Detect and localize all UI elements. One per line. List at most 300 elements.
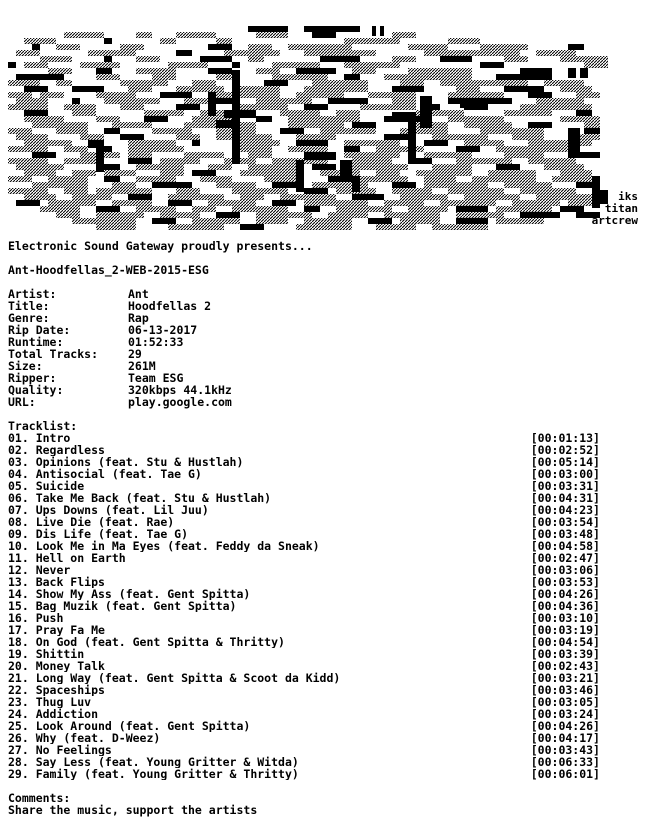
logo-block	[360, 104, 416, 110]
logo-block	[528, 158, 576, 164]
logo-block	[384, 134, 408, 140]
logo-block	[80, 62, 120, 68]
logo-block	[408, 206, 448, 212]
logo-block	[296, 140, 328, 146]
info-row	[8, 336, 640, 348]
track-title: 09. Dis Life (feat. Tae G)	[8, 528, 189, 540]
logo-block	[376, 146, 424, 152]
release-info	[8, 288, 640, 408]
track-row	[8, 468, 600, 480]
logo-block	[80, 134, 104, 140]
info-row	[8, 384, 640, 396]
track-title: 17. Pray Fa Me	[8, 624, 105, 636]
logo-block	[368, 218, 392, 224]
logo-block	[24, 62, 48, 68]
info-label: URL:	[8, 395, 36, 409]
track-duration: [00:03:48]	[530, 527, 600, 541]
track-row	[8, 516, 600, 528]
logo-block	[380, 26, 384, 36]
logo-block	[376, 170, 400, 176]
logo-block	[168, 62, 208, 68]
logo-block	[384, 74, 472, 80]
logo-block	[280, 110, 320, 116]
logo-block	[24, 140, 72, 146]
logo-credit-line: titan	[604, 202, 638, 215]
track-title: 26. Why (feat. D-Weez)	[8, 732, 161, 744]
logo-block	[56, 80, 72, 86]
logo-block	[520, 212, 560, 218]
logo-block	[64, 188, 88, 194]
logo-block	[200, 56, 232, 62]
info-value: Hoodfellas 2	[128, 299, 212, 313]
logo-block	[520, 188, 576, 194]
logo-block	[352, 194, 384, 200]
logo-block	[488, 170, 536, 176]
logo-block	[72, 98, 80, 104]
logo-block	[408, 68, 472, 74]
logo-block	[400, 194, 448, 200]
info-row	[8, 348, 640, 360]
track-duration: [00:02:52]	[530, 443, 600, 457]
track-row	[8, 432, 600, 444]
track-title: 24. Addiction	[8, 708, 99, 720]
logo-block	[448, 188, 504, 194]
info-row	[8, 288, 640, 300]
logo-block	[168, 200, 192, 206]
logo-block	[96, 92, 136, 98]
logo-block	[112, 122, 152, 128]
logo-block	[160, 92, 192, 98]
track-title: 21. Long Way (feat. Gent Spitta & Scoot da Kidd)	[8, 672, 341, 684]
logo-block	[216, 38, 232, 44]
logo-block	[496, 146, 576, 152]
logo-block	[72, 110, 96, 116]
logo-block	[256, 212, 312, 218]
logo-block	[88, 140, 104, 148]
info-label: Artist:	[8, 287, 57, 301]
logo-block	[96, 68, 112, 74]
logo-block	[8, 146, 48, 152]
logo-block	[152, 128, 192, 134]
logo-block	[248, 164, 296, 170]
logo-block	[344, 74, 360, 80]
logo-block	[248, 152, 272, 158]
logo-block	[232, 62, 240, 68]
logo-block	[304, 206, 320, 212]
track-row	[8, 636, 600, 648]
logo-block	[432, 164, 472, 170]
track-duration: [00:05:14]	[530, 455, 600, 469]
logo-blocks	[8, 26, 608, 230]
logo-block	[256, 68, 280, 74]
logo-block	[160, 212, 200, 218]
logo-block	[96, 206, 120, 212]
track-row	[8, 528, 600, 540]
logo-block	[208, 44, 232, 50]
track-title: 20. Money Talk	[8, 660, 105, 672]
logo-block	[424, 140, 448, 146]
track-duration: [00:03:19]	[530, 623, 600, 637]
logo-block	[208, 164, 232, 170]
logo-block	[32, 182, 88, 188]
logo-block	[456, 86, 480, 92]
logo-block	[344, 140, 400, 146]
track-row	[8, 540, 600, 552]
logo-block	[576, 92, 600, 98]
track-title: 28. Say Less (feat. Young Gritter & Witda)	[8, 756, 299, 768]
track-title: 03. Opinions (feat. Stu & Hustlah)	[8, 456, 244, 468]
logo-block	[504, 86, 544, 92]
logo-block	[344, 146, 360, 152]
logo-block	[120, 80, 168, 86]
logo-block	[280, 128, 304, 134]
logo-block	[136, 164, 184, 170]
logo-block	[520, 68, 552, 74]
logo-block	[392, 188, 432, 194]
track-duration: [00:04:31]	[530, 491, 600, 505]
logo-block	[104, 128, 120, 134]
logo-block	[328, 212, 368, 218]
logo-block	[464, 140, 504, 146]
logo-block	[64, 158, 96, 164]
logo-block	[168, 194, 224, 200]
track-duration: [00:02:47]	[530, 551, 600, 565]
logo-block	[72, 194, 112, 200]
info-value: 06-13-2017	[128, 323, 198, 337]
logo-block	[432, 224, 488, 230]
logo-block	[16, 50, 40, 56]
logo-block	[256, 32, 288, 38]
logo-block	[504, 56, 528, 62]
logo-block	[496, 164, 520, 170]
logo-block	[560, 86, 592, 92]
logo-block	[544, 164, 584, 170]
logo-block	[416, 170, 472, 176]
logo-block	[400, 80, 424, 86]
logo-block	[472, 176, 536, 182]
logo-block	[400, 128, 448, 134]
logo-credit-line: artcrew	[591, 214, 638, 227]
logo-block	[408, 44, 448, 50]
logo-block	[112, 182, 136, 188]
logo-block	[176, 50, 192, 56]
track-duration: [00:03:00]	[530, 467, 600, 481]
track-title: 10. Look Me in Ma Eyes (feat. Feddy da Sneak)	[8, 540, 320, 552]
track-duration: [00:03:54]	[530, 515, 600, 529]
logo-block	[192, 80, 216, 86]
track-row	[8, 552, 600, 564]
tracklist	[8, 432, 640, 780]
info-row	[8, 396, 640, 408]
logo-block	[8, 176, 32, 182]
logo-block	[216, 92, 280, 98]
logo-block	[240, 194, 264, 200]
track-duration: [00:06:33]	[530, 755, 600, 769]
logo-block	[440, 200, 496, 206]
logo-block	[272, 200, 296, 206]
logo-block	[448, 38, 480, 44]
logo-block	[288, 116, 360, 122]
logo-block	[16, 98, 48, 104]
logo-block	[176, 32, 216, 38]
logo-block	[160, 38, 176, 44]
logo-block	[176, 188, 200, 194]
info-row	[8, 300, 640, 312]
track-duration: [00:04:23]	[530, 503, 600, 517]
comments-heading: Comments:	[8, 791, 71, 805]
track-row	[8, 588, 600, 600]
logo-block	[344, 152, 400, 158]
info-value: 01:52:33	[128, 335, 184, 349]
logo-block	[24, 170, 56, 176]
logo-block	[304, 188, 328, 194]
logo-block	[184, 152, 224, 158]
logo-block	[8, 62, 16, 68]
logo-block	[392, 112, 416, 120]
logo-block	[96, 212, 144, 218]
logo-block	[48, 200, 96, 206]
logo-block	[568, 152, 600, 158]
track-row	[8, 492, 600, 504]
track-duration: [00:04:26]	[530, 587, 600, 601]
logo-block	[460, 100, 472, 108]
track-row	[8, 564, 600, 576]
logo-block	[392, 98, 416, 104]
logo-block	[296, 224, 352, 230]
logo-block	[136, 68, 176, 74]
logo-block	[560, 56, 608, 62]
logo-block	[192, 140, 200, 146]
track-title: 05. Suicide	[8, 480, 85, 492]
logo-block	[72, 218, 136, 224]
comments-text: Share the music, support the artists	[8, 803, 258, 817]
logo-block	[8, 128, 32, 134]
logo-block	[40, 56, 72, 62]
logo-block	[528, 92, 552, 98]
track-title: 22. Spaceships	[8, 684, 105, 696]
track-duration: [00:03:43]	[530, 743, 600, 757]
logo-block	[216, 182, 256, 188]
logo-block	[304, 200, 368, 206]
info-value: Rap	[128, 311, 149, 325]
logo-block	[496, 74, 552, 80]
logo-block	[312, 32, 336, 38]
logo-block	[24, 116, 64, 122]
track-duration: [00:03:53]	[530, 575, 600, 589]
track-duration: [00:03:39]	[530, 647, 600, 661]
info-label: Genre:	[8, 311, 50, 325]
logo-block	[456, 158, 512, 164]
logo-credit-line: iks	[618, 190, 638, 203]
track-duration: [00:04:58]	[530, 539, 600, 553]
logo-block	[352, 158, 392, 164]
track-title: 29. Family (feat. Young Gritter & Thritty)	[8, 768, 299, 780]
logo-block	[448, 98, 512, 104]
logo-block	[352, 176, 360, 192]
logo-block	[216, 134, 272, 140]
logo-block	[16, 200, 40, 206]
logo-block	[456, 146, 480, 152]
logo-block	[288, 44, 352, 50]
logo-block	[392, 182, 416, 188]
logo-block	[24, 194, 56, 200]
logo-block	[24, 38, 56, 44]
logo-block	[304, 26, 360, 32]
logo-block	[296, 68, 336, 74]
track-title: 04. Antisocial (feat. Tae G)	[8, 468, 202, 480]
logo-block	[160, 170, 184, 176]
esg-logo-graphic	[0, 0, 648, 232]
logo-block	[392, 86, 424, 92]
logo-block	[240, 104, 288, 110]
logo-block	[64, 104, 96, 110]
logo-block	[384, 212, 440, 218]
logo-block	[528, 140, 592, 146]
logo-block	[96, 74, 120, 80]
track-duration: [00:03:24]	[530, 707, 600, 721]
logo-block	[520, 104, 592, 110]
logo-block	[208, 68, 232, 74]
logo-block	[224, 110, 256, 118]
logo-block	[40, 92, 64, 98]
logo-block	[420, 96, 432, 128]
logo-block	[424, 152, 472, 158]
track-duration: [00:03:21]	[530, 671, 600, 685]
info-label: Total Tracks:	[8, 347, 99, 361]
release-name: Ant-Hoodfellas_2-WEB-2015-ESG	[8, 263, 209, 277]
logo-block	[440, 80, 528, 86]
track-row	[8, 648, 600, 660]
logo-block	[584, 122, 600, 128]
logo-block	[96, 188, 152, 194]
info-label: Quality:	[8, 383, 64, 397]
logo-block	[248, 56, 264, 62]
info-label: Ripper:	[8, 371, 57, 385]
logo-block	[432, 134, 488, 140]
logo-block	[208, 200, 256, 206]
logo-block	[168, 224, 224, 230]
logo-block	[580, 68, 588, 78]
logo-block	[536, 194, 592, 200]
logo-block	[96, 224, 136, 230]
logo-block	[48, 176, 88, 182]
logo-block	[424, 176, 456, 182]
track-title: 06. Take Me Back (feat. Stu & Hustlah)	[8, 492, 272, 504]
info-value: 29	[128, 347, 142, 361]
track-row	[8, 612, 600, 624]
logo-block	[112, 200, 152, 206]
logo-block	[272, 182, 296, 188]
logo-block	[456, 212, 504, 218]
logo-block	[216, 98, 232, 104]
logo-block	[560, 206, 584, 212]
logo-block	[368, 92, 416, 98]
track-row	[8, 684, 600, 696]
info-value: 261M	[128, 359, 156, 373]
logo-block	[372, 26, 376, 36]
logo-block	[288, 122, 344, 128]
tracklist-heading: Tracklist:	[8, 419, 78, 433]
info-row	[8, 372, 640, 384]
logo-block	[328, 98, 368, 104]
track-row	[8, 732, 600, 744]
logo-block	[32, 44, 40, 50]
track-duration: [00:06:01]	[530, 767, 600, 781]
info-label: Runtime:	[8, 335, 64, 349]
logo-block	[176, 134, 200, 140]
logo-block	[224, 50, 280, 56]
logo-block	[320, 128, 376, 134]
logo-block	[72, 170, 96, 176]
logo-block	[128, 194, 152, 200]
logo-block	[312, 164, 336, 170]
logo-block	[344, 62, 400, 68]
track-row	[8, 624, 600, 636]
track-duration: [00:03:10]	[530, 611, 600, 625]
logo-block	[320, 56, 360, 62]
logo-block	[568, 200, 592, 206]
track-title: 27. No Feelings	[8, 744, 112, 756]
track-title: 25. Look Around (feat. Gent Spitta)	[8, 720, 251, 732]
logo-block	[536, 50, 576, 56]
track-title: 11. Hell on Earth	[8, 552, 126, 564]
logo-block	[256, 98, 312, 104]
logo-block	[104, 176, 120, 182]
logo-block	[480, 128, 544, 134]
logo-block	[48, 68, 72, 74]
logo-block	[340, 160, 352, 176]
logo-block	[128, 152, 152, 158]
logo-block	[136, 32, 152, 38]
logo-block	[8, 188, 48, 194]
logo-block	[240, 86, 280, 92]
logo-block	[16, 164, 64, 170]
logo-block	[240, 170, 296, 176]
logo-block	[288, 146, 328, 152]
track-row	[8, 456, 600, 468]
logo-block	[152, 74, 176, 80]
track-duration: [00:03:46]	[530, 683, 600, 697]
track-row	[8, 444, 600, 456]
logo-block	[232, 206, 288, 212]
nfo-text	[8, 240, 640, 816]
logo-block	[192, 206, 216, 212]
logo-block	[32, 122, 88, 128]
logo-block	[120, 134, 144, 140]
track-row	[8, 768, 600, 780]
info-label: Size:	[8, 359, 43, 373]
logo-block	[352, 122, 376, 128]
intro-line: Electronic Sound Gateway proudly presents...	[8, 239, 313, 253]
info-label: Rip Date:	[8, 323, 71, 337]
track-row	[8, 696, 600, 708]
logo-block	[456, 206, 488, 212]
logo-block	[336, 206, 392, 212]
track-title: 19. Shittin	[8, 648, 85, 660]
track-duration: [00:03:05]	[530, 695, 600, 709]
logo-block	[16, 74, 64, 80]
logo-block	[16, 134, 48, 140]
info-label: Title:	[8, 299, 50, 313]
logo-block	[128, 146, 184, 152]
track-title: 23. Thug Luv	[8, 696, 92, 708]
logo-block	[568, 44, 584, 50]
logo-block	[104, 146, 112, 152]
logo-block	[8, 158, 48, 164]
track-row	[8, 480, 600, 492]
track-title: 08. Live Die (feat. Rae)	[8, 516, 175, 528]
logo-block	[304, 104, 328, 110]
